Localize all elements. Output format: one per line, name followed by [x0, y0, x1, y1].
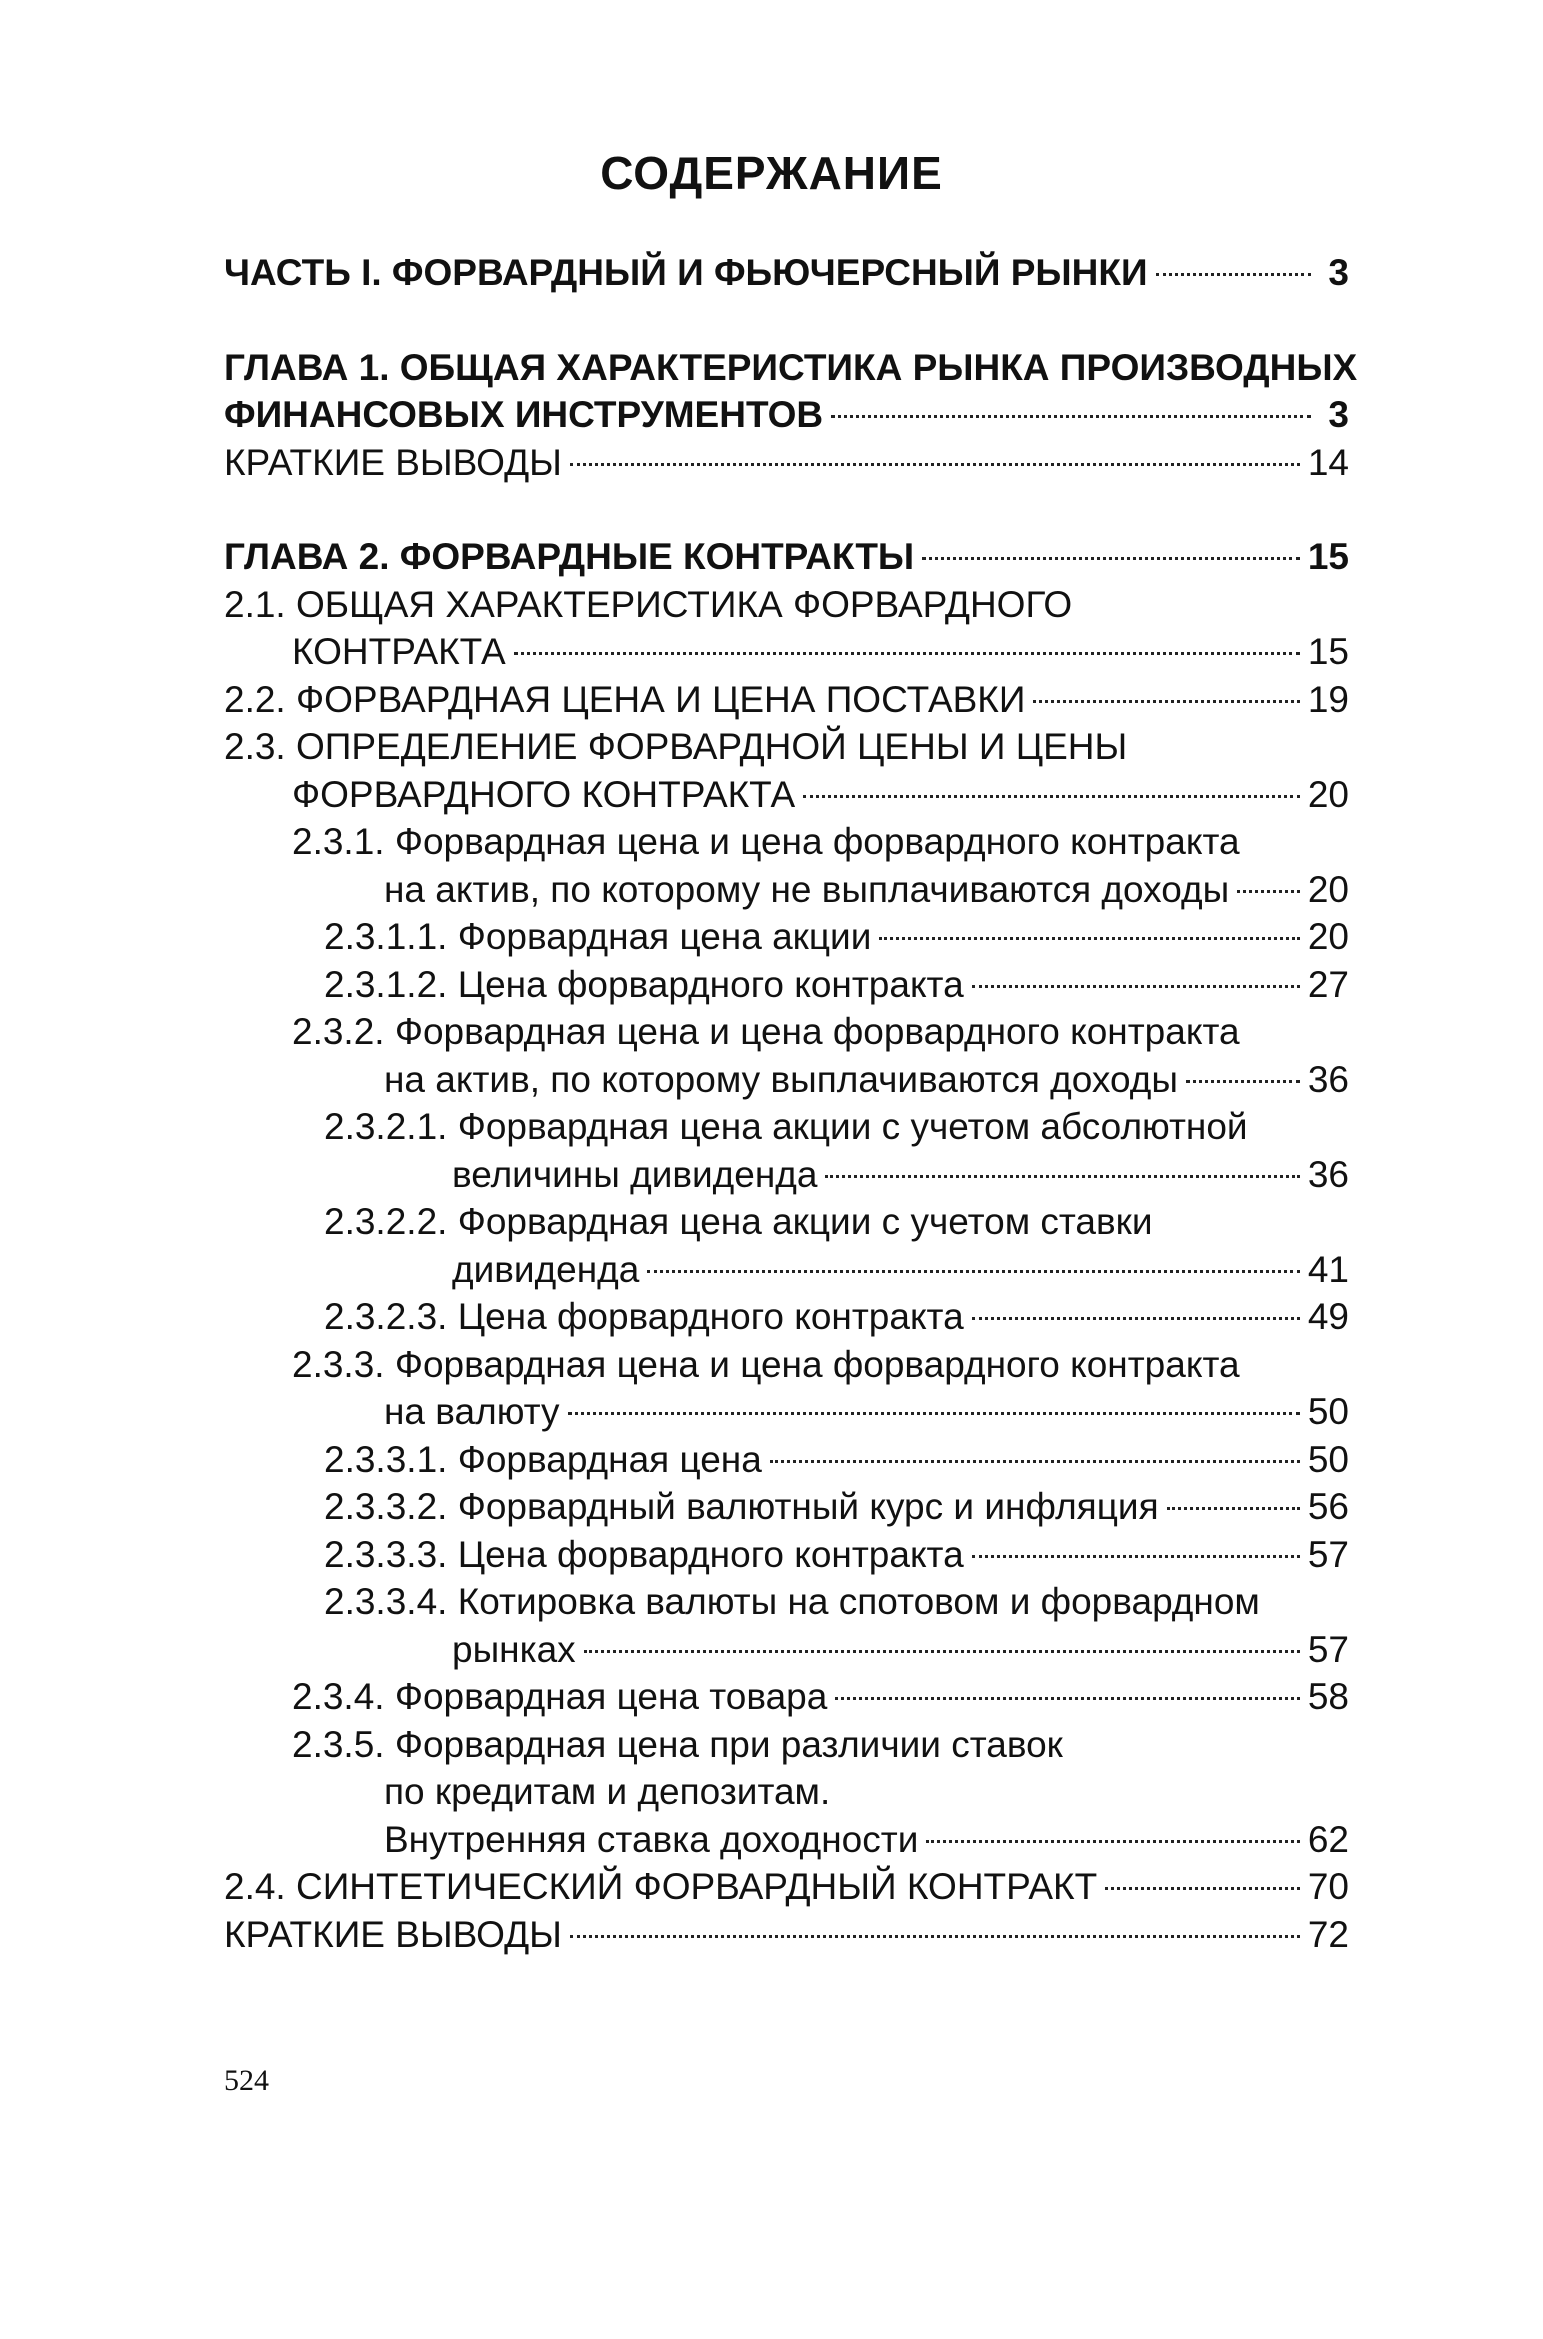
toc-page-number: 15 [1307, 536, 1349, 577]
toc-page-number: 27 [1307, 963, 1349, 1005]
toc-entry-2-3-3-2: 2.3.3.2. Форвардный валютный курс и инфляция 56 [224, 1483, 1349, 1531]
toc-page-number: 49 [1307, 1296, 1349, 1337]
toc-entry-chapter-1: ГЛАВА 1. ОБЩАЯ ХАРАКТЕРИСТИКА РЫНКА ПРОИЗВОДНЫХ ФИНАНСОВЫХ ИНСТРУМЕНТОВ 3 [224, 344, 1349, 439]
toc-page-number: 57 [1307, 1628, 1349, 1670]
toc-page-number: 57 [1307, 1533, 1349, 1575]
toc-entry-2-3-1-1: 2.3.1.1. Форвардная цена акции 20 [224, 913, 1349, 961]
toc-entry-chapter-2: ГЛАВА 2. ФОРВАРДНЫЕ КОНТРАКТЫ 15 [224, 533, 1349, 581]
toc-page-number: 50 [1307, 1391, 1349, 1432]
toc-page-number: 20 [1307, 916, 1349, 957]
toc-entry-2-4: 2.4. СИНТЕТИЧЕСКИЙ ФОРВАРДНЫЙ КОНТРАКТ 70 [224, 1863, 1349, 1911]
toc-page-number: 3 [1328, 394, 1349, 435]
toc-entry-2-3-3-1: 2.3.3.1. Форвардная цена 50 [224, 1436, 1349, 1484]
toc-page-number: 15 [1307, 631, 1349, 672]
toc-page-number: 62 [1307, 1818, 1349, 1860]
toc-entry-summary-1: КРАТКИЕ ВЫВОДЫ 14 [224, 439, 1349, 487]
toc-page-number: 19 [1307, 678, 1349, 720]
toc-entry-2-3: 2.3. ОПРЕДЕЛЕНИЕ ФОРВАРДНОЙ ЦЕНЫ И ЦЕНЫ ФОРВАРДНОГО КОНТРАКТА 20 [224, 723, 1349, 818]
toc-entry-2-3-1-2: 2.3.1.2. Цена форвардного контракта 27 [224, 961, 1349, 1009]
toc-entry-2-1: 2.1. ОБЩАЯ ХАРАКТЕРИСТИКА ФОРВАРДНОГО КОНТРАКТА 15 [224, 581, 1349, 676]
toc-page-number: 50 [1307, 1438, 1349, 1480]
page-number: 524 [224, 2064, 269, 2097]
toc-page-number: 56 [1307, 1486, 1349, 1527]
toc-entry-2-3-3-3: 2.3.3.3. Цена форвардного контракта 57 [224, 1531, 1349, 1579]
toc-entry-summary-2: КРАТКИЕ ВЫВОДЫ 72 [224, 1911, 1349, 1959]
toc-page-number: 36 [1307, 1153, 1349, 1195]
toc-entry-2-3-4: 2.3.4. Форвардная цена товара 58 [224, 1673, 1349, 1721]
toc-entry-part-1: ЧАСТЬ I. ФОРВАРДНЫЙ И ФЬЮЧЕРСНЫЙ РЫНКИ 3 [224, 249, 1349, 297]
page-title: СОДЕРЖАНИЕ [600, 147, 943, 199]
toc-entry-2-3-5: 2.3.5. Форвардная цена при различии ставок по кредитам и депозитам. Внутренняя ставка доходности 62 [224, 1721, 1349, 1864]
toc-page-number: 41 [1307, 1248, 1349, 1290]
toc-entry-2-3-2-1: 2.3.2.1. Форвардная цена акции с учетом абсолютной величины дивиденда 36 [224, 1103, 1349, 1198]
table-of-contents [224, 249, 1358, 1958]
toc-page-number: 20 [1307, 868, 1349, 910]
toc-entry-2-3-2-2: 2.3.2.2. Форвардная цена акции с учетом ставки дивиденда 41 [224, 1198, 1349, 1293]
toc-page-number: 14 [1307, 441, 1349, 483]
toc-page-number: 72 [1307, 1913, 1349, 1955]
toc-page-number: 36 [1307, 1058, 1349, 1100]
toc-entry-2-3-2: 2.3.2. Форвардная цена и цена форвардного контракта на актив, по которому выплачиваются доходы 36 [224, 1008, 1349, 1103]
toc-page-number: 70 [1307, 1866, 1349, 1907]
toc-entry-2-3-2-3: 2.3.2.3. Цена форвардного контракта 49 [224, 1293, 1349, 1341]
toc-entry-2-3-3: 2.3.3. Форвардная цена и цена форвардного контракта на валюту 50 [224, 1341, 1349, 1436]
toc-page-number: 58 [1307, 1676, 1349, 1717]
toc-entry-2-2: 2.2. ФОРВАРДНАЯ ЦЕНА И ЦЕНА ПОСТАВКИ 19 [224, 676, 1349, 724]
toc-entry-2-3-1: 2.3.1. Форвардная цена и цена форвардного контракта на актив, по которому не выплачиваются доходы 20 [224, 818, 1349, 913]
toc-page-number: 20 [1307, 773, 1349, 815]
toc-entry-2-3-3-4: 2.3.3.4. Котировка валюты на спотовом и форвардном рынках 57 [224, 1578, 1349, 1673]
toc-page-number: 3 [1328, 252, 1349, 293]
